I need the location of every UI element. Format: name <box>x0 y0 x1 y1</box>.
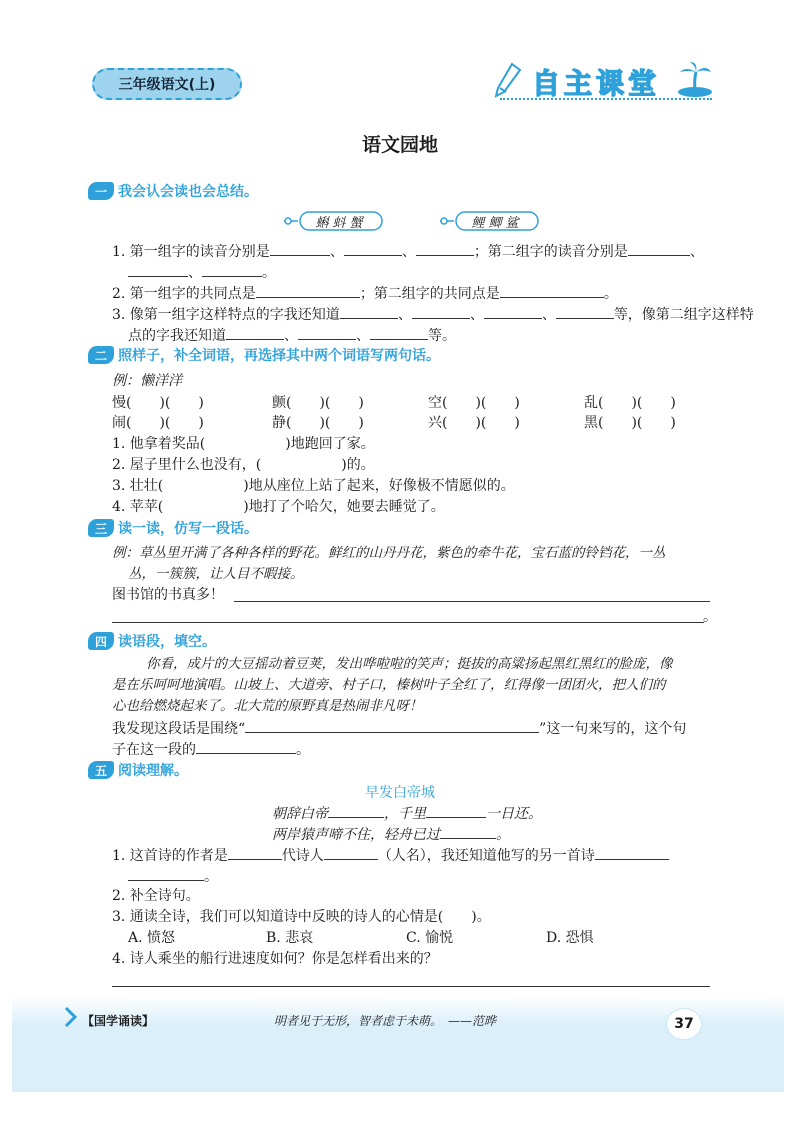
option-b[interactable]: B. 悲哀 <box>266 930 314 946</box>
s3-prompt: 图书馆的书真多！ <box>112 587 224 603</box>
blank[interactable] <box>245 718 539 733</box>
s4-passage-l1: 你看，成片的大豆摇动着豆荚，发出哗啦啦的笑声；挺拔的高粱扬起黑红黑红的脸庞，像 <box>146 656 673 672</box>
chevron-right-icon <box>64 1006 78 1032</box>
blank[interactable] <box>196 739 296 754</box>
blank[interactable] <box>484 304 542 319</box>
blank[interactable] <box>202 262 262 277</box>
s2-q2: 2. 屋子里什么也没有，( )的。 <box>112 457 375 473</box>
blank[interactable] <box>270 241 330 256</box>
s5-q4: 4. 诗人乘坐的船行进速度如何？你是怎样看出来的？ <box>112 951 438 967</box>
blank[interactable] <box>500 283 604 298</box>
s5-q2: 2. 补全诗句。 <box>112 888 200 904</box>
blank[interactable] <box>228 845 282 860</box>
palm-island-icon <box>676 60 714 102</box>
s2-q4: 4. 苹苹( )地打了个哈欠，她要去睡觉了。 <box>112 499 445 515</box>
blank[interactable] <box>370 325 428 340</box>
s3-write-line-2[interactable] <box>112 622 704 623</box>
blank[interactable] <box>412 304 470 319</box>
option-c[interactable]: C. 愉悦 <box>406 930 454 946</box>
section-5-title: 阅读理解。 <box>118 763 188 779</box>
section-2-header <box>88 345 440 365</box>
blank[interactable] <box>226 325 284 340</box>
s1-q1-line: 1. 第一组字的读音分别是 、 、 ；第二组字的读音分别是 、 <box>112 241 704 261</box>
blank[interactable] <box>256 283 360 298</box>
section-2-title: 照样子，补全词语，再选择其中两个词语写两句话。 <box>118 348 440 364</box>
header-dotted-rule <box>500 98 712 100</box>
blank[interactable] <box>128 262 188 277</box>
page-title: 语文园地 <box>361 134 438 156</box>
section-1-header <box>88 181 258 201</box>
section-3-badge: 三 <box>88 519 114 537</box>
section-4-badge: 四 <box>88 632 114 650</box>
s1-q2-line: 2. 第一组字的共同点是 ；第二组字的共同点是 。 <box>112 283 618 303</box>
pencil-icon <box>494 62 522 102</box>
s4-q-line: 我发现这段话是围绕“ ”这一句来写的，这个句 <box>112 718 686 738</box>
s5-q1: 1. 这首诗的作者是 代诗人 （人名），我还知道他写的另一首诗 <box>112 845 669 865</box>
s4-passage-l3: 心也给燃烧起来了。北大荒的原野真是热闹非凡呀！ <box>112 698 423 714</box>
s3-end: 。 <box>703 609 717 625</box>
group-2-chars: 鲤鲫鲨 <box>471 216 523 231</box>
poem-line-1: 朝辞白帝 ，千里 一日还。 <box>272 803 542 823</box>
s4-q-cont: 子在这一段的 。 <box>112 739 310 759</box>
poem-line-2: 两岸猿声啼不住，轻舟已过 。 <box>272 824 510 844</box>
page-number: 37 <box>674 1016 694 1032</box>
s1-q1-cont: 、 。 <box>128 262 276 282</box>
blank[interactable] <box>416 241 474 256</box>
s5-write-line[interactable] <box>112 986 710 987</box>
s3-example-l2: 丛，一簇簇，让人目不暇接。 <box>128 566 304 582</box>
s3-example-l1: 例：草丛里开满了各种各样的野花。鲜红的山丹丹花，紫色的牵牛花，宝石蓝的铃铛花，一丛 <box>112 545 666 561</box>
grade-label: 三年级语文(上) <box>118 77 216 93</box>
section-4-header <box>88 631 216 651</box>
group-1-chars: 蝌蚪蟹 <box>315 216 367 231</box>
page-number-badge <box>666 1008 702 1040</box>
blank[interactable] <box>595 845 669 860</box>
footer-quote: 明者见于无形，智者虑于未萌。 ——范晔 <box>274 1014 497 1028</box>
poem-title: 早发白帝城 <box>365 785 435 801</box>
s2-q1: 1. 他拿着奖品( )地跑回了家。 <box>112 436 375 452</box>
option-a[interactable]: A. 愤怒 <box>128 930 176 946</box>
blank[interactable] <box>556 304 614 319</box>
section-5-badge: 五 <box>88 761 114 779</box>
section-2-badge: 二 <box>88 346 114 364</box>
blank[interactable] <box>628 241 690 256</box>
blank[interactable] <box>298 325 356 340</box>
s2-example: 例：懒洋洋 <box>112 373 182 389</box>
blank[interactable] <box>426 803 486 818</box>
blank[interactable] <box>328 803 384 818</box>
section-1-title: 我会认会读也会总结。 <box>118 184 258 200</box>
s5-q3: 3. 通读全诗，我们可以知道诗中反映的诗人的心情是( )。 <box>112 909 491 925</box>
section-4-title: 读语段，填空。 <box>118 634 216 650</box>
grade-tab <box>92 68 242 100</box>
s5-q1-cont: 。 <box>128 866 218 886</box>
section-1-badge: 一 <box>88 182 114 200</box>
s4-passage-l2: 是在乐呵呵地演唱。山坡上、大道旁、村子口，榛树叶子全红了，红得像一团团火，把人们的 <box>112 677 666 693</box>
blank[interactable] <box>340 304 398 319</box>
character-group-2 <box>440 210 540 232</box>
brand-title: 自主课堂 <box>532 67 661 100</box>
section-3-header <box>88 518 258 538</box>
blank[interactable] <box>128 866 204 881</box>
footer-tag: 【国学诵读】 <box>82 1014 155 1028</box>
option-d[interactable]: D. 恐惧 <box>546 930 594 946</box>
blank[interactable] <box>440 824 496 839</box>
character-group-1 <box>284 210 384 232</box>
s2-q3: 3. 壮壮( )地从座位上站了起来，好像极不情愿似的。 <box>112 478 515 494</box>
blank[interactable] <box>344 241 402 256</box>
s1-q3-cont: 点的字我还知道 、 、 等。 <box>128 325 456 345</box>
s1-q3-line: 3. 像第一组字这样特点的字我还知道 、 、 、 等，像第二组字这样特 <box>112 304 754 324</box>
footer-band <box>12 996 784 1092</box>
section-3-title: 读一读，仿写一段话。 <box>118 521 258 537</box>
blank[interactable] <box>324 845 378 860</box>
s3-write-line-1[interactable] <box>234 601 710 602</box>
section-5-header <box>88 760 188 780</box>
